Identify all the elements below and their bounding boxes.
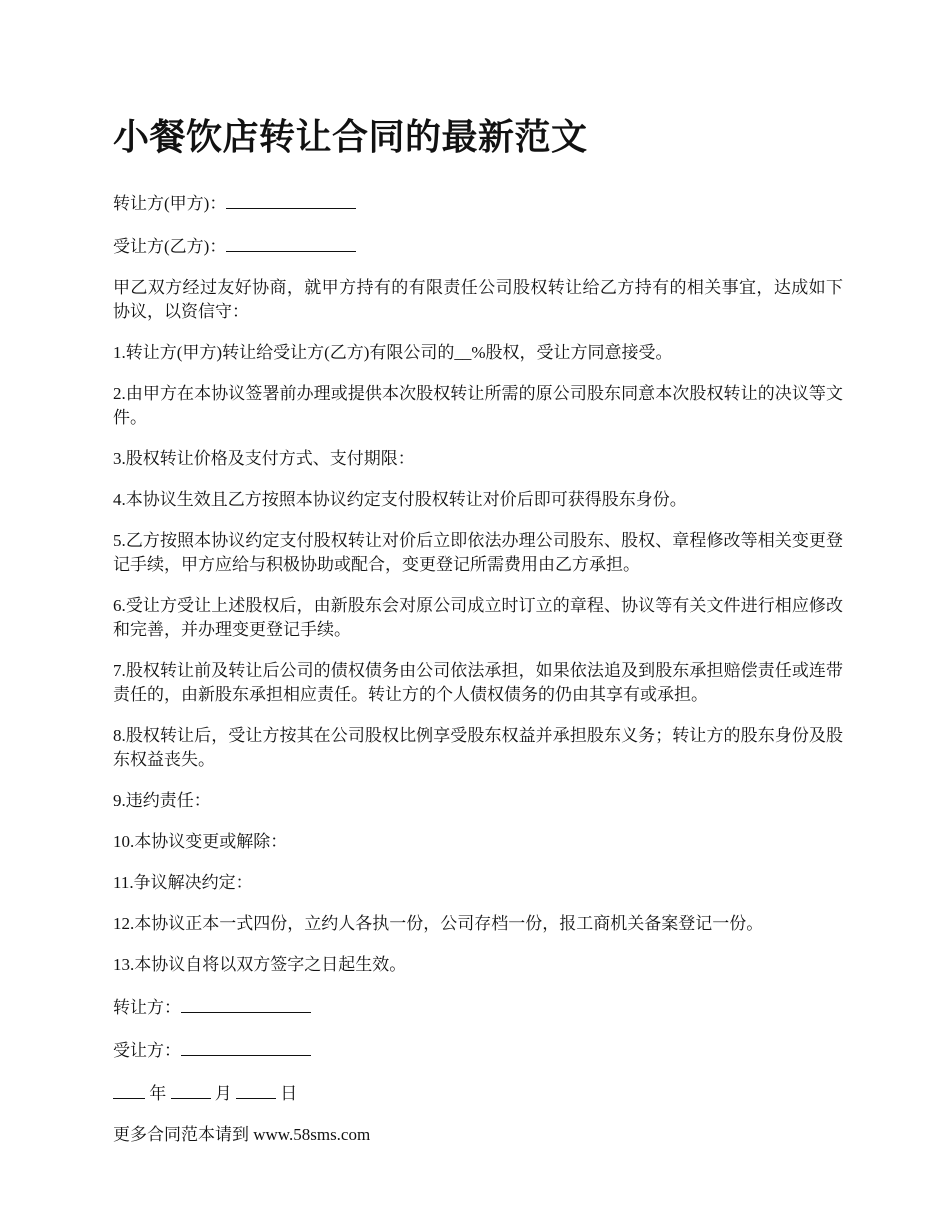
party-a-line — [113, 190, 843, 216]
year-blank — [113, 1080, 145, 1099]
clause-12: 12.本协议正本一式四份，立约人各执一份，公司存档一份，报工商机关备案登记一份。 — [113, 914, 764, 933]
signature-a-label: 转让方： — [113, 998, 181, 1017]
footer-text: 更多合同范本请到 www.58sms.com — [113, 1125, 371, 1144]
party-a-blank — [226, 190, 356, 209]
clause-8: 8.股权转让后，受让方按其在公司股权比例享受股东权益并承担股东义务；转让方的股东身份及股东权益丧失。 — [113, 726, 843, 769]
party-b-label: 受让方(乙方)： — [113, 237, 227, 256]
clause-10: 10.本协议变更或解除： — [113, 832, 288, 851]
date-line — [113, 1080, 843, 1106]
clause-9: 9.违约责任： — [113, 791, 211, 810]
signature-a-line — [113, 994, 843, 1020]
clause-2: 2.由甲方在本协议签署前办理或提供本次股权转让所需的原公司股东同意本次股权转让的决议等文件。 — [113, 384, 843, 427]
month-blank — [171, 1080, 211, 1099]
clause-1: 1.转让方(甲方)转让给受让方(乙方)有限公司的__%股权，受让方同意接受。 — [113, 343, 673, 362]
day-blank — [236, 1080, 276, 1099]
signature-b-blank — [181, 1037, 311, 1056]
clause-11: 11.争议解决约定： — [113, 873, 253, 892]
date-day-label: 日 — [280, 1084, 298, 1103]
signature-b-line — [113, 1037, 843, 1063]
document-page — [113, 110, 843, 1164]
party-a-label: 转让方(甲方)： — [113, 194, 227, 213]
intro-paragraph: 甲乙双方经过友好协商，就甲方持有的有限责任公司股权转让给乙方持有的相关事宜，达成如下协议，以资信守： — [113, 278, 843, 321]
document-title: 小餐饮店转让合同的最新范文 — [113, 117, 588, 157]
signature-a-blank — [181, 994, 311, 1013]
date-month-label: 月 — [214, 1084, 232, 1103]
party-b-blank — [226, 233, 356, 252]
clause-7: 7.股权转让前及转让后公司的债权债务由公司依法承担，如果依法追及到股东承担赔偿责任或连带责任的，由新股东承担相应责任。转让方的个人债权债务的仍由其享有或承担。 — [113, 661, 843, 704]
clause-13: 13.本协议自将以双方签字之日起生效。 — [113, 955, 407, 974]
clause-5: 5.乙方按照本协议约定支付股权转让对价后立即依法办理公司股东、股权、章程修改等相关变更登记手续，甲方应给与积极协助或配合，变更登记所需费用由乙方承担。 — [113, 531, 843, 574]
clause-6: 6.受让方受让上述股权后，由新股东会对原公司成立时订立的章程、协议等有关文件进行相应修改和完善，并办理变更登记手续。 — [113, 596, 843, 639]
clause-4: 4.本协议生效且乙方按照本协议约定支付股权转让对价后即可获得股东身份。 — [113, 490, 687, 509]
party-b-line — [113, 233, 843, 259]
date-year-label: 年 — [149, 1084, 167, 1103]
signature-b-label: 受让方： — [113, 1041, 181, 1060]
clause-3: 3.股权转让价格及支付方式、支付期限： — [113, 449, 415, 468]
